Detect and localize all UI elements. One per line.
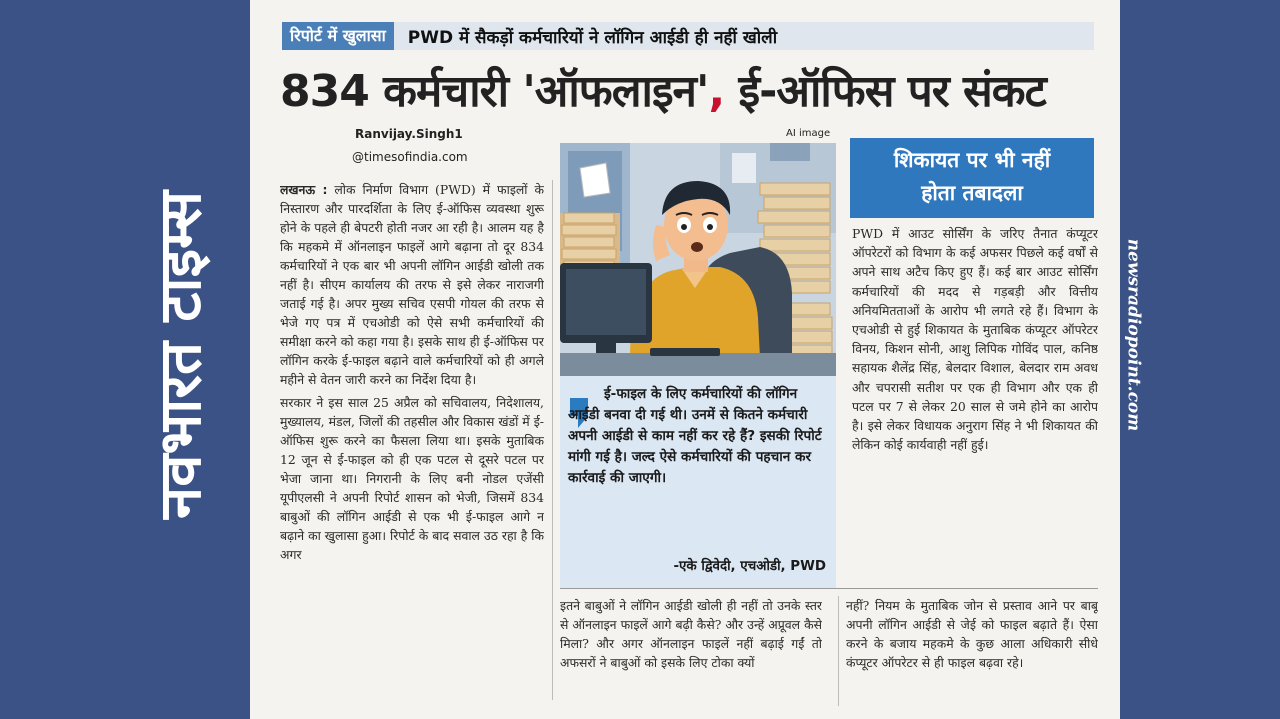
headline [280,60,1100,124]
headline-comma: , [708,66,725,117]
brand-logo-text: नवभारत टाइम्स [146,191,214,519]
kicker-text: PWD में सैकड़ों कर्मचारियों ने लॉगिन आईडी ही नहीं खोली [407,27,778,48]
newspaper-clipping [250,0,1120,719]
ai-illustration [560,143,836,376]
bottom-divider [560,588,1098,589]
quote-attribution: -एके द्विवेदी, एचओडी, PWD [673,559,826,574]
article-paragraph-2: सरकार ने इस साल 25 अप्रैल को सचिवालय, निदेशालय, मुख्यालय, मंडल, जिलों की तहसील और विकास खंडों में ई-ऑफिस शुरू करने का फैसला लिया था। इसके मुताबिक 12 जून से ई-फाइल को ही एक पटल से दूसरे पटल पर भेजा जाना था। निगरानी के लिए बनी नोडल एजेंसी यूपीएलसी ने अपनी रिपोर्ट शासन को भेजी, जिसमें 834 बाबुओं की लॉगिन आईडी से एक भी ई-फाइल आगे न बढ़ाने का खुलासा हुआ। रिपोर्ट के बाद सवाल उठ रहा है कि अगर [280,395,544,562]
article-col-bottom-mid: इतने बाबुओं ने लॉगिन आईडी खोली ही नहीं तो उनके स्तर से ऑनलाइन फाइलें आगे बढ़ी कैसे? और उन्हें अप्रूवल कैसे मिला? और अगर ऑनलाइन फाइलें नहीं बढ़ाई गईं तो अफसरों ने बाबुओं को इसके लिए टोका क्यों [560,598,822,670]
sidebar-heading-line2: होता तबादला [921,181,1023,205]
article-paragraph-1: लोक निर्माण विभाग (PWD) में फाइलों के निस्तारण और पारदर्शिता के लिए ई-ऑफिस व्यवस्था शुरू होने के पहले ही बेपटरी होती नजर आ रही है। आलम यह है कि महकमे में ऑनलाइन फाइलें आगे बढ़ाना तो दूर 834 कर्मचारियों ने एक बार भी अपनी लॉगिन आईडी खोली तक नहीं है। सीएम कार्यालय की तरफ से इसे लेकर नाराजगी जताई गई है। अपर मुख्य सचिव एसपी गोयल की तरफ से भेजे गए पत्र में एचओडी को ऐसे सभी कर्मचारियों की समीक्षा करने को कहा गया है। इसके साथ ही ई-ऑफिस पर लॉगिन करके ई-फाइल बढ़ाने वाले कर्मचारियों को ही अगले महीने से वेतन जारी करने का निर्देश दिया है। [280,182,544,387]
watermark-text: newsradiopoint.com [1123,238,1143,432]
article-col-bottom-right: नहीं? नियम के मुताबिक जोन से प्रस्ताव आने पर बाबू अपनी लॉगिन आईडी से जेई को फाइल बढ़ाते हैं। ऐसा करने के बजाय महकमे के कुछ आला अधिकारी सीधे कंप्यूटर ऑपरेटर से ही फाइल बढ़वा रहे। [846,598,1098,670]
sidebar-body: PWD में आउट सोर्सिंग के जरिए तैनात कंप्यूटर ऑपरेटरों को विभाग के कई अफसर पिछले कई वर्षों से अपने साथ अटैच किए हुए हैं। कई बार आउट सोर्सिंग कर्मचारियों की मदद से गड़बड़ी और वित्तीय अनियमितताओं के आरोप भी लगते रहे हैं। विभाग के एचओडी से हुई शिकायत के मुताबिक कंप्यूटर ऑपरेटर विनय, किशन सोनी, आशु लिपिक गोविंद पाल, कनिष्ठ सहायक शैलेंद्र सिंह, बेलदार विशाल, बेलदार राम अवध और चपरासी सतीश पर एक ही विभाग और एक ही पटल पर 7 से लेकर 20 साल से जमे होने का आरोप है। इसे लेकर विधायक अनुराग सिंह ने भी शिकायत की लेकिन कोई कार्यवाही नहीं हुई। [852,226,1098,453]
headline-part1: 834 कर्मचारी 'ऑफलाइन' [280,66,709,117]
headline-part2: ई-ऑफिस पर संकट [724,66,1046,117]
ai-image-label: AI image [786,128,831,139]
quote-body: ई-फाइल के लिए कर्मचारियों की लॉगिन आईडी बनवा दी गई थी। उनमें से कितने कर्मचारी अपनी आईडी से काम नहीं कर रहे हैं? इसकी रिपोर्ट मांगी गई है। जल्द ऐसे कर्मचारियों की पहचान कर कार्रवाई की जाएगी। [568,386,822,486]
article-col-left [280,180,544,700]
sidebar-heading-line1: शिकायत पर भी नहीं [893,148,1051,172]
office-worker-illustration [560,143,836,376]
kicker-bar [282,22,1094,50]
quote-box [560,376,836,588]
column-divider-left [552,180,553,700]
brand-logo [105,191,255,519]
column-divider-bottom [838,596,839,706]
byline-name: Ranvijay.Singh1 [355,127,463,141]
quote-text [568,384,830,489]
sidebar-heading [850,138,1094,218]
dateline: लखनऊ : [280,182,328,197]
kicker-tag: रिपोर्ट में खुलासा [282,22,394,50]
byline-handle: @timesofindia.com [352,150,468,164]
